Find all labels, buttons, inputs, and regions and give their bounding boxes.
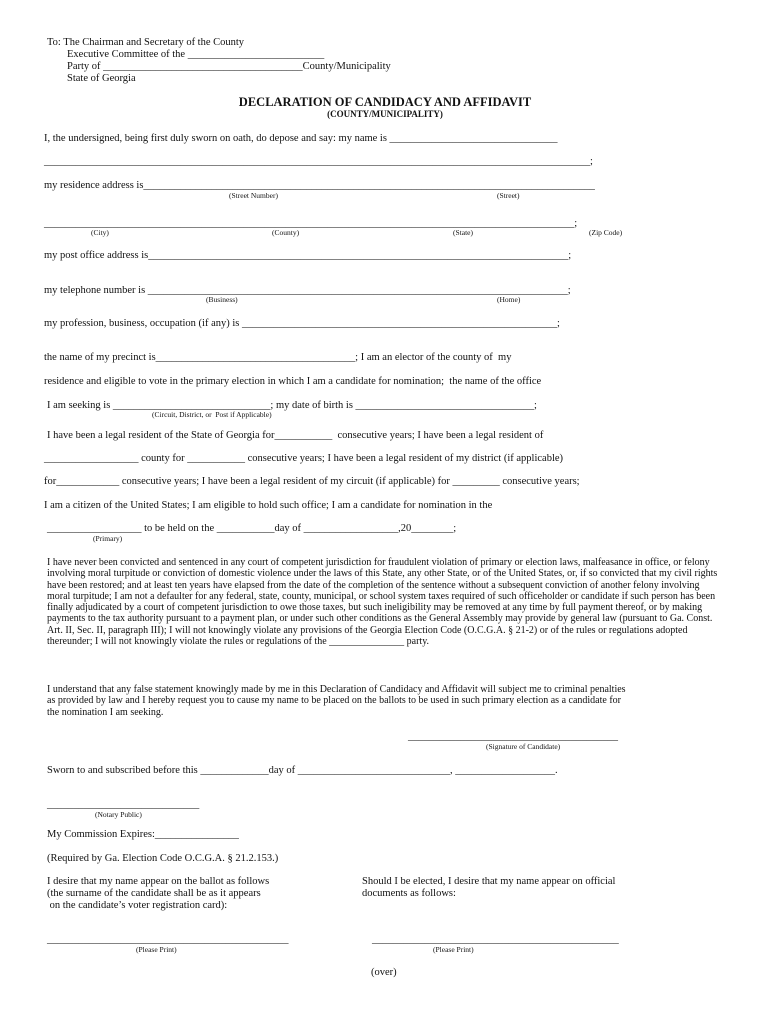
ballot-name-line-1: I desire that my name appear on the ballot as follows [47,876,270,887]
sworn-line: Sworn to and subscribed before this _____________day of _____________________________, ___________________. [47,765,558,776]
notary-line: _____________________________ [47,799,200,810]
primary-date-line: __________________ to be held on the ___________day of __________________,20________; [47,523,457,534]
label-state: (State) [453,228,473,237]
commission-expires-line: My Commission Expires:________________ [47,829,239,840]
understand-paragraph: I understand that any false statement knowingly made by me in this Declaration of Candidacy and Affidavit will subject me to criminal penalties as provided by law and I hereby request you to cause my name to be placed on the ballots to be used in such primary election as a candidate for the nomination I am seeking. [47,684,626,718]
label-notary-public: (Notary Public) [95,810,142,819]
label-home: (Home) [497,295,521,304]
required-by-code-line: (Required by Ga. Election Code O.C.G.A. § 21.2.153.) [47,853,279,864]
name-continuation-line: ________________________________________________________________________________________________________; [44,156,593,167]
official-name-blank: _______________________________________________ [372,934,619,945]
document-title: DECLARATION OF CANDIDACY AND AFFIDAVIT [238,95,532,109]
header-to-line: To: The Chairman and Secretary of the County [47,37,245,48]
residence-address-line: my residence address is______________________________________________________________________________________ [44,180,595,191]
residence-eligible-line: residence and eligible to vote in the primary election in which I am a candidate for nomination; the name of the office [44,376,542,387]
official-name-line-1: Should I be elected, I desire that my name appear on official [362,876,616,887]
label-street-number: (Street Number) [229,191,278,200]
post-office-address-line: my post office address is________________________________________________________________________________; [44,250,572,261]
header-executive-committee: Executive Committee of the __________________________ [67,49,325,60]
residence-city-line: _____________________________________________________________________________________________________; [44,218,578,229]
label-please-print-left: (Please Print) [136,945,177,954]
label-signature-of-candidate: (Signature of Candidate) [486,742,561,751]
signature-line: ________________________________________ [408,731,618,742]
header-state: State of Georgia [67,73,136,84]
label-county: (County) [272,228,300,237]
legal-resident-county-line: __________________ county for ___________ consecutive years; I have been a legal resident of my district (if applicable) [44,453,564,464]
label-primary: (Primary) [93,534,123,543]
ballot-name-line-2: (the surname of the candidate shall be as it appears [47,888,261,899]
over-label: (over) [371,967,397,978]
label-street: (Street) [497,191,520,200]
label-please-print-right: (Please Print) [433,945,474,954]
citizen-line: I am a citizen of the United States; I am eligible to hold such office; I am a candidate for nomination in the [44,500,493,511]
header-party: Party of ______________________________________County/Municipality [67,61,391,72]
ballot-name-blank: ______________________________________________ [47,934,289,945]
profession-line: my profession, business, occupation (if any) is ____________________________________________________________; [44,318,560,329]
telephone-line: my telephone number is ________________________________________________________________________________; [44,285,571,296]
legal-resident-circuit-line: for____________ consecutive years; I have been a legal resident of my circuit (if applicable) for _________ consecutive years; [44,476,580,487]
official-name-line-2: documents as follows: [362,888,456,899]
label-circuit-district: (Circuit, District, or Post if Applicable) [152,410,272,419]
precinct-line: the name of my precinct is______________________________________; I am an elector of the county of my [44,352,512,363]
document-subtitle: (COUNTY/MUNICIPALITY) [327,109,443,119]
conviction-paragraph: I have never been convicted and sentenced in any court of competent jurisdiction for fraudulent violation of primary or election laws, malfeasance in office, or felony involving moral turpitude or conviction of domestic violence under the laws of this State, any other State, or of the United States, or, if so convicted that my civil rights have been restored; and at least ten years have elapsed from the date of the completion of the sentence without a subsequent conviction of another felony involving moral turpitude; I am not a defaulter for any federal, state, county, municipal, or school system taxes required of such officeholder or candidate if such person has been finally adjudicated by a court of competent jurisdiction to owe those taxes, but such ineligibility may be removed at any time by full payment thereof, or by making payments to the tax authority pursuant to a payment plan, or under such other conditions as the General Assembly may provide by general law (pursuant to Ga. Const. Art. II, Sec. II, paragraph III); I will not knowingly violate any provisions of the Georgia Election Code (O.C.G.A. § 21-2) or of the rules or regulations adopted thereunder; I will not knowingly violate the rules or regulations of the _______________ party. [47,557,718,648]
label-city: (City) [91,228,109,237]
ballot-name-line-3: on the candidate’s voter registration card): [47,900,228,911]
label-business: (Business) [206,295,238,304]
office-seeking-line: I am seeking is ______________________________; my date of birth is __________________________________; [47,400,537,411]
name-line: I, the undersigned, being first duly sworn on oath, do depose and say: my name is ________________________________ [44,133,558,144]
label-zip-code: (Zip Code) [589,228,623,237]
legal-resident-state-line: I have been a legal resident of the State of Georgia for___________ consecutive years; I have been a legal resident of [47,430,544,441]
